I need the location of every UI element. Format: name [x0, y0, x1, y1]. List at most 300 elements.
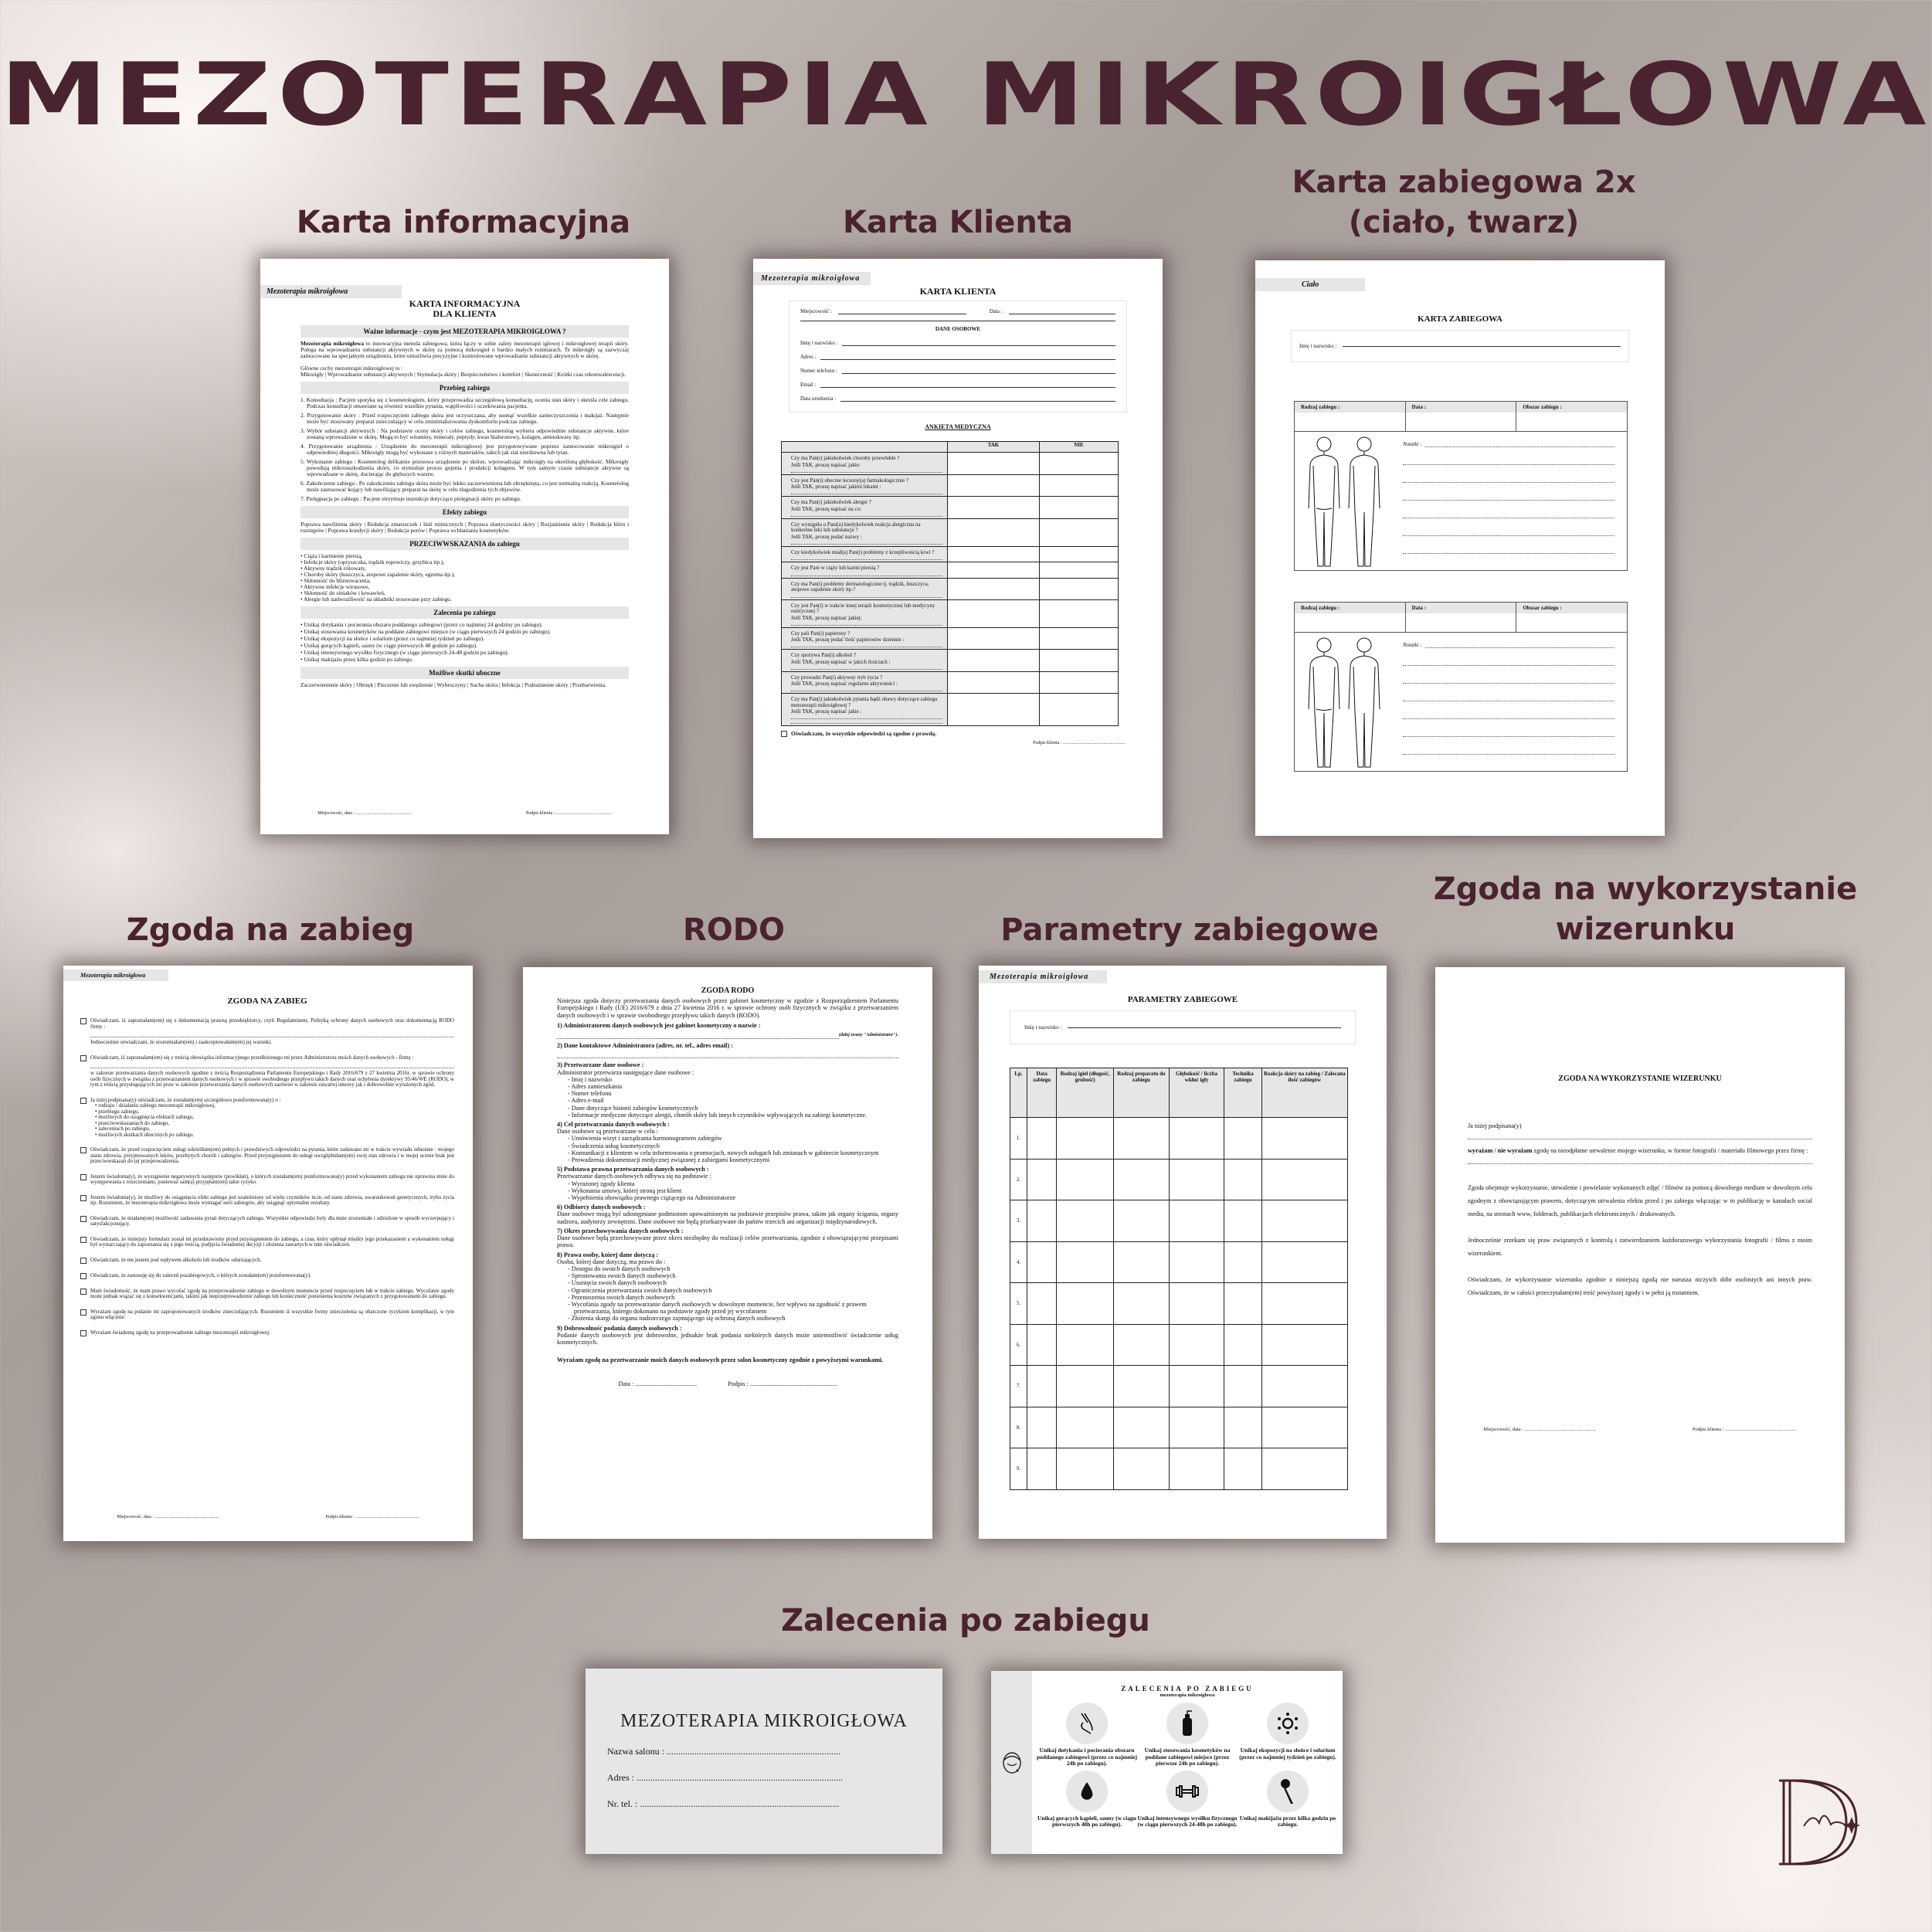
consent-item	[80, 1216, 454, 1227]
signed-label: Ja niżej podpisana(y)	[1468, 1122, 1522, 1129]
param-cell[interactable]	[1224, 1200, 1261, 1242]
step-item: 4. Przygotowanie urządzenia : Urządzenie do mezoterapii mikroigłowej jest przygotowywane poprzez zamocowanie mikroigieł o odpowiedniej długości. Mikroigły mogą być wykonane z różnych materiałów, takich jak stal nierdzewna lub tytan.	[300, 443, 629, 456]
row-number: 4.	[1010, 1241, 1027, 1283]
param-cell[interactable]	[1027, 1200, 1057, 1242]
survey-row	[782, 497, 1119, 519]
treatment-cell-date[interactable]	[1405, 402, 1516, 431]
name-line[interactable]	[1468, 1136, 1812, 1139]
consent-checkbox[interactable]	[80, 1309, 87, 1316]
answer-line[interactable]	[791, 644, 942, 647]
declaration-checkbox[interactable]	[781, 731, 787, 737]
question-sub: Jeśli TAK, proszę napisać jakiej:	[791, 614, 862, 621]
informed-item: • przebiegu zabiegu,	[95, 1108, 140, 1115]
consent-checkbox[interactable]	[80, 1055, 87, 1061]
consent-checkbox[interactable]	[80, 1273, 87, 1279]
card-field: Adres : .........................................................................................	[607, 1772, 843, 1783]
company-line[interactable]	[1468, 1161, 1812, 1164]
param-row	[1010, 1200, 1348, 1242]
rec-item: • Unikaj ekspozycji na słońce i solarium (przez co najmniej tydzień po zabiegu).	[300, 635, 484, 642]
param-cell[interactable]	[1057, 1283, 1114, 1325]
informed-item: • możliwych skutkach ubocznych po zabiegu.	[95, 1131, 195, 1138]
no-cell[interactable]	[1039, 474, 1118, 497]
consent-checkbox[interactable]	[80, 1174, 87, 1180]
cell-label: Data :	[1406, 402, 1516, 413]
param-cell[interactable]	[1113, 1448, 1169, 1490]
no-cell[interactable]	[1039, 518, 1118, 546]
contra-item: • Infekcje skóry (opryszczka, trądzik ropowiczy, grzybica itp.),	[300, 559, 445, 565]
answer-line[interactable]	[791, 470, 942, 473]
survey-question	[782, 474, 948, 497]
treatment-cell-area[interactable]	[1516, 603, 1627, 632]
answer-line[interactable]	[791, 721, 942, 724]
param-cell[interactable]	[1169, 1448, 1224, 1490]
param-cell[interactable]	[1057, 1200, 1114, 1242]
param-cell[interactable]	[1057, 1324, 1114, 1366]
no-cell[interactable]	[1039, 497, 1118, 519]
yes-cell[interactable]	[948, 650, 1040, 672]
survey-row	[782, 518, 1119, 546]
param-cell[interactable]	[1057, 1118, 1114, 1160]
param-cell[interactable]	[1113, 1324, 1169, 1366]
notes-line[interactable]	[1403, 681, 1615, 684]
param-cell[interactable]	[1169, 1407, 1224, 1448]
param-cell[interactable]	[1224, 1324, 1261, 1366]
recommendation-item	[1037, 1771, 1137, 1828]
question-sub: Jeśli TAK, proszę napisać jakimi lekami :	[791, 484, 881, 490]
yes-cell[interactable]	[948, 474, 1040, 497]
card-back-title: ZALECENIA PO ZABIEGU	[1121, 1685, 1254, 1693]
doc-wizerunek	[1435, 967, 1845, 1543]
body-figures-icon	[1302, 636, 1387, 771]
cell-label: Rodzaj zabiegu :	[1295, 603, 1405, 613]
field-label: Data urodzenia :	[800, 396, 837, 402]
no-cell[interactable]	[1039, 694, 1118, 726]
rodo-text: Dane osobowe są przetwarzane w celu :	[557, 1128, 658, 1136]
client-signature-field: Podpis klienta : ......................................................	[1033, 741, 1126, 745]
answer-line[interactable]	[791, 514, 942, 517]
param-cell[interactable]	[1057, 1366, 1114, 1407]
consent-checkbox[interactable]	[80, 1258, 87, 1264]
notes-line[interactable]	[1403, 734, 1615, 737]
signature-row	[1435, 1423, 1845, 1436]
rodo-list-item: - Ograniczenia przetwarzania swoich danych osobowych	[568, 1286, 712, 1294]
recommendation-item	[1238, 1771, 1338, 1828]
param-cell[interactable]	[1261, 1241, 1347, 1283]
param-cell[interactable]	[1113, 1200, 1169, 1242]
body-tag: Ciało	[1255, 278, 1365, 291]
param-cell[interactable]	[1224, 1366, 1261, 1407]
param-row	[1010, 1448, 1348, 1490]
yes-cell[interactable]	[948, 546, 1040, 562]
param-cell[interactable]	[1261, 1200, 1347, 1242]
param-row	[1010, 1241, 1348, 1283]
consent-text: Oświadczam, że niniejszy formularz został mi przedstawiony przed przystąpieniem do zabiegu, a czas, który upłynął między jego przekazaniem a wykonaniem usługi był wystarczający do zapoznania się z jego treścią, podjęcia świadomej decyzji i złożenia zawartych w nim oświadczeń.	[90, 1235, 454, 1248]
rodo-intro: Niniejsza zgoda dotyczy przetwarzania danych osobowych przez gabinet kosmetyczny w zgodzie z Rozporządzeniem Parlamentu Europejskiego i Rady (UE) 2016/679 z dnia 27 kwietnia 2016 r. w sprawie ochrony osób fizycznych w związku z przetwarzaniem danych osobowych i w sprawie swobodnego przepływu takich danych (RODO).	[557, 997, 898, 1019]
section-bar: Ważne informacje - czym jest MEZOTERAPIA MIKROIGŁOWA ?	[300, 325, 629, 338]
consent-checkbox[interactable]	[80, 1147, 87, 1153]
doc-tag: Mezoterapia mikroigłowa	[979, 970, 1107, 983]
personal-field	[800, 368, 1115, 374]
param-row	[1010, 1324, 1348, 1366]
section-title-zgoda-na-zabieg: Zgoda na zabieg	[126, 912, 415, 948]
yes-cell[interactable]	[948, 627, 1040, 650]
param-cell[interactable]	[1224, 1448, 1261, 1490]
rec-item: • Unikaj dotykania i pocierania obszaru poddanego zabiegowi (przez co najmniej 24 godziny po zabiegu).	[300, 621, 543, 628]
param-col-header: Rodzaj preparatu do zabiegu	[1113, 1068, 1169, 1118]
water-drop-icon	[1066, 1771, 1108, 1812]
signature-row	[557, 1380, 898, 1387]
rodo-text: Dane osobowe mogą być udostępniane podmiotom upoważnionym na podstawie przepisów prawa, takim jak organy ścigania, organy nadzoru, audytorzy zewnętrzni. Dane osobowe nie będą przekazywane do państw trzecich ani organizacji międzynarodowych.	[557, 1210, 898, 1225]
col-no: NIE	[1039, 442, 1118, 453]
consent-text: Oświadczam, że nie jestem pod wpływem alkoholu lub środków odurzających.	[90, 1256, 262, 1263]
doc-zgoda-na-zabieg	[63, 966, 473, 1541]
card-back-subtitle: mezoterapia mikroigłowa	[1160, 1693, 1215, 1698]
answer-line[interactable]	[791, 688, 942, 691]
notes-line[interactable]	[1425, 444, 1615, 447]
consent-content	[90, 1195, 454, 1207]
company-line[interactable]	[90, 1034, 454, 1037]
notes-line[interactable]	[1403, 551, 1615, 554]
param-cell[interactable]	[1261, 1407, 1347, 1448]
parameters-table	[1010, 1068, 1348, 1490]
yes-cell[interactable]	[948, 599, 1040, 627]
card-content	[1032, 1671, 1343, 1854]
question-text: Czy jest Pan(i) w trakcie innej terapii kosmetycznej lub medycyny estetycznej ?	[791, 602, 935, 614]
section-title-rodo: RODO	[682, 912, 785, 948]
param-cell[interactable]	[1261, 1366, 1347, 1407]
contra-item: • Ciąża i karmienie piersią,	[300, 552, 362, 559]
param-cell[interactable]	[1113, 1407, 1169, 1448]
field-line[interactable]	[842, 373, 1115, 374]
consent-content	[90, 1018, 454, 1046]
param-cell[interactable]	[1113, 1283, 1169, 1325]
treatment-cell-type[interactable]	[1295, 402, 1405, 431]
param-cell[interactable]	[1027, 1118, 1057, 1160]
recommendation-item	[1238, 1703, 1338, 1767]
consent-checkbox[interactable]	[80, 1289, 87, 1295]
question-sub: Jeśli TAK, proszę napisać jakie :	[791, 708, 862, 715]
param-cell[interactable]	[1224, 1159, 1261, 1200]
survey-row	[782, 474, 1119, 497]
param-cell[interactable]	[1027, 1283, 1057, 1325]
section-bar: Przebieg zabiegu	[300, 382, 629, 394]
treatment-cell-date[interactable]	[1405, 603, 1516, 632]
company-line[interactable]	[90, 1065, 454, 1068]
yes-cell[interactable]	[948, 562, 1040, 579]
treatment-cell-area[interactable]	[1516, 402, 1627, 431]
notes-row	[1403, 642, 1615, 648]
features-label: Główne cechy mezoterapii mikroigłowej to :	[300, 365, 403, 372]
consent-checkbox[interactable]	[80, 1195, 87, 1201]
dotted-line[interactable]	[557, 1036, 839, 1039]
consent-content	[90, 1147, 454, 1165]
paragraph-scope: Zgoda obejmuje wykorzystanie, utrwalenie i powielanie wykonanych zdjęć / filmów za pomocą dowolnego medium w dowolnym celu zgodnym z obowiązującym prawem, dotyczącym utrwalenia efektu przed i po zabiegu włączając w to publikację w kanałach social media, na stronach www, folderach, publikacjach elektronicznych / drukowanych.	[1468, 1184, 1812, 1217]
name-line[interactable]	[1343, 346, 1621, 347]
consent-checkbox[interactable]	[80, 1216, 87, 1222]
notes-line[interactable]	[1403, 480, 1615, 483]
doc-karta-informacyjna	[260, 259, 669, 834]
doc-rodo	[523, 967, 932, 1539]
signature-field: Podpis : .......................................................	[728, 1380, 837, 1388]
survey-row	[782, 599, 1119, 627]
rodo-list-item: - Adres e-mail	[568, 1097, 604, 1105]
param-cell[interactable]	[1169, 1241, 1224, 1283]
name-box	[1010, 1010, 1356, 1044]
param-cell[interactable]	[1261, 1283, 1347, 1325]
row-number: 8.	[1010, 1407, 1027, 1448]
param-cell[interactable]	[1113, 1366, 1169, 1407]
consent-text: Ja niżej podpisana(y) oświadczam, że zostałam(em) szczegółowo poinformowana(y) o :	[90, 1096, 281, 1103]
param-cell[interactable]	[1113, 1241, 1169, 1283]
param-cell[interactable]	[1169, 1366, 1224, 1407]
rodo-list-item: - Przenoszenia swoich danych osobowych	[568, 1293, 675, 1301]
row-number: 7.	[1010, 1366, 1027, 1407]
param-cell[interactable]	[1224, 1283, 1261, 1325]
yes-cell[interactable]	[948, 453, 1040, 475]
survey-row	[782, 562, 1119, 579]
consent-checkbox[interactable]	[80, 1098, 87, 1104]
admin-line[interactable]	[557, 1032, 898, 1039]
treatment-block	[1294, 401, 1628, 571]
answer-line[interactable]	[791, 716, 942, 719]
admin-note: (dalej zwany "Administrator").	[838, 1033, 898, 1038]
row-number: 6.	[1010, 1324, 1027, 1366]
param-cell[interactable]	[1261, 1118, 1347, 1160]
paragraph-waiver: Jednocześnie zrzekam się praw związanych z kontrolą i zatwierdzaniem każdorazowego wykorzystania fotografii / filmu z moim wizerunkiem.	[1468, 1237, 1812, 1257]
choice-text[interactable]: wyrażam / nie wyrażam	[1468, 1147, 1533, 1154]
yes-cell[interactable]	[948, 578, 1040, 599]
consent-item	[80, 1258, 454, 1264]
param-cell[interactable]	[1224, 1241, 1261, 1283]
treatment-body	[1295, 632, 1627, 771]
rodo-consent: Wyrażam zgodę na przetwarzanie moich danych osobowych przez salon kosmetyczny zgodnie z powyższymi warunkami.	[557, 1356, 884, 1364]
section-bar: Efekty zabiegu	[300, 506, 629, 518]
question-text: Czy pali Pan(i) papierosy ?	[791, 630, 851, 637]
recommendation-text: Unikaj makijażu przez kilka godzin po zabiegu.	[1239, 1814, 1336, 1828]
informed-item: • przeciwwskazaniach do zabiegu,	[95, 1119, 170, 1126]
rodo-list-item: - Wykonania umowy, której stroną jest klient	[568, 1187, 682, 1194]
yes-cell[interactable]	[948, 518, 1040, 546]
answer-line[interactable]	[791, 491, 942, 494]
answer-line[interactable]	[791, 623, 942, 626]
consent-checkbox[interactable]	[80, 1237, 87, 1243]
consent-text: Oświadczam, iż zapoznałam(em) się z treścią obowiązku informacyjnego przedłożonego mi przez Administratora moich danych osobowych - firmę :	[90, 1054, 414, 1061]
consent-content	[90, 1273, 454, 1279]
param-col-header: Reakcja skóry na zabieg / Zalecana ilość zabiegów	[1261, 1068, 1347, 1118]
doc-subheading: DLA KLIENTA	[433, 308, 497, 319]
no-cell[interactable]	[1039, 562, 1118, 579]
step-item: 2. Przygotowanie skóry : Przed rozpoczęciem zabiegu skóra jest oczyszczana, aby usunąć wszelkie zanieczyszczenia i makijaż. Następnie może być stosowany preparat znieczulający w celu zminimalizowania dyskomfortu podczas zabiegu.	[300, 412, 629, 425]
personal-heading: DANE OSOBOWE	[800, 321, 1115, 332]
row-number: 5.	[1010, 1283, 1027, 1325]
notes-label: Notatki :	[1403, 441, 1422, 447]
param-cell[interactable]	[1027, 1241, 1057, 1283]
yes-cell[interactable]	[948, 497, 1040, 519]
field-line[interactable]	[840, 401, 1115, 402]
question-text: Czy prowadzi Pan(i) aktywny tryb życia ?	[791, 674, 883, 681]
param-cell[interactable]	[1027, 1448, 1057, 1490]
param-cell[interactable]	[1169, 1283, 1224, 1325]
rodo-heading: 4) Cel przetwarzania danych osobowych :	[557, 1121, 670, 1129]
no-cell[interactable]	[1039, 650, 1118, 672]
consent-text: Mam świadomość, że mam prawo wycofać zgodę na przeprowadzenie zabiegu w dowolnym momencie przed rozpoczęciem lub w trakcie zabiegu. Wycofanie zgody może jednak wiązać się z konsekwencjami, takimi jak nieprzeprowadzenie zabiegu lub konieczność poniesienia kosztów związanych z przygotowaniem do zabiegu.	[90, 1287, 454, 1299]
survey-row	[782, 453, 1119, 475]
notes-area	[1387, 636, 1627, 771]
param-cell[interactable]	[1027, 1366, 1057, 1407]
notes-line[interactable]	[1425, 645, 1615, 648]
card-title: MEZOTERAPIA MIKROIGŁOWA	[620, 1711, 908, 1731]
name-label: Imię i nazwisko :	[1024, 1024, 1062, 1031]
rec-item: • Unikaj makijażu przez kilka godzin po zabiegu.	[300, 656, 413, 663]
notes-line[interactable]	[1403, 663, 1615, 666]
name-line[interactable]	[1068, 1027, 1341, 1028]
notes-line[interactable]	[1403, 497, 1615, 501]
yes-cell[interactable]	[948, 671, 1040, 694]
brand-logo-icon	[1773, 1777, 1862, 1869]
survey-question	[782, 562, 948, 579]
recommendation-text: Unikaj stosowania kosmetyków na poddane zabiegowi miejsce (przez pierwsze 24h po zabiegu).	[1144, 1747, 1231, 1767]
param-row	[1010, 1283, 1348, 1325]
contra-item: • Skłonność do bliznowacenia,	[300, 577, 371, 584]
declaration-text: Oświadczam, że wszystkie odpowiedzi są zgodne z prawdą.	[791, 730, 937, 737]
consent-item	[80, 1147, 454, 1165]
question-text: Czy spożywa Pan(i) alkohol ?	[791, 652, 856, 658]
main-title: MEZOTERAPIA MIKROIGŁOWA	[0, 45, 1932, 145]
field-line[interactable]	[820, 359, 1115, 360]
param-cell[interactable]	[1057, 1241, 1114, 1283]
param-cell[interactable]	[1027, 1324, 1057, 1366]
param-cell[interactable]	[1261, 1324, 1347, 1366]
param-cell[interactable]	[1057, 1407, 1114, 1448]
consent-text: Jestem świadoma(y), że możliwy do osiągnięcia efekt zabiegu jest uzależniony od wielu czynników m.in. od stanu zdrowia, uwarunkowań genetycznych, trybu życia itp. Rozumiem, że mezoterapia mikroigłowa może wymagać serii zabiegów, aby osiągnąć optymalne rezultaty.	[90, 1193, 454, 1206]
step-item: 1. Konsultacja : Pacjent spotyka się z kosmetologiem, który przeprowadza szczegółową konsultację, ocenia stan skóry i określa cele zabiegu. Podczas konsultacji omawiane są również wszelkie pytania, wątpliwości i oczekiwania pacjenta.	[300, 396, 629, 409]
rodo-list-item: - Adres zamieszkania	[568, 1083, 623, 1091]
no-cell[interactable]	[1039, 599, 1118, 627]
no-cell[interactable]	[1039, 671, 1118, 694]
param-cell[interactable]	[1224, 1118, 1261, 1160]
name-label: Imię i nazwisko :	[1299, 343, 1337, 349]
rodo-list-item: - Sprostowania swoich danych osobowych	[568, 1272, 676, 1280]
consent-item	[80, 1289, 454, 1300]
effects-text: Poprawa nawilżenia skóry | Redukcja zmarszczek i linii mimicznych | Poprawa elastyczności skóry | Rozjaśnienie skóry | Redukcja blizn i rozstępów | Poprawa kondycji skóry | Redukcja porów | Poprawa wchłaniania kosmetyków.	[300, 521, 629, 534]
treatment-head	[1295, 402, 1627, 431]
yes-cell[interactable]	[948, 694, 1040, 726]
answer-line[interactable]	[791, 573, 942, 576]
step-item: 6. Zakończenie zabiegu : Po zakończeniu zabiegu skóra może być lekko zaczerwieniona lub obrzęknięta, co jest normalną reakcją. Kosmetolog może zastosować kojący lub nawilżający preparat na skórę w celu złagodzenia tych objawów.	[300, 480, 629, 493]
notes-line[interactable]	[1403, 716, 1615, 719]
no-cell[interactable]	[1039, 627, 1118, 650]
field-line[interactable]	[842, 345, 1115, 346]
section-title-zalecenia: Zalecenia po zabiegu	[781, 1603, 1150, 1638]
param-cell[interactable]	[1027, 1407, 1057, 1448]
notes-line[interactable]	[1403, 752, 1615, 755]
question-sub: Jeśli TAK, proszę napisać na co:	[791, 505, 862, 512]
signature-row	[260, 811, 669, 816]
param-cell[interactable]	[1169, 1200, 1224, 1242]
consent-checkbox[interactable]	[80, 1018, 87, 1024]
param-cell[interactable]	[1113, 1159, 1169, 1200]
no-cell[interactable]	[1039, 546, 1118, 562]
survey-question	[782, 578, 948, 599]
rodo-heading: 1) Administratorem danych osobowych jest gabinet kosmetyczny o nazwie :	[557, 1021, 761, 1029]
place-label: Miejscowość :	[800, 308, 832, 314]
rec-item: • Unikaj gorących kąpieli, sauny (w ciągu pierwszych 48 godzin po zabiegu).	[300, 642, 477, 649]
param-cell[interactable]	[1057, 1448, 1114, 1490]
question-text: Czy kiedykolwiek miał(a) Pan(i) problemy z krzepliwością krwi ?	[791, 548, 935, 555]
consent-item	[80, 1330, 454, 1336]
contra-item: • Choroby skóry (łuszczyca, atopowe zapalenie skóry, egzema itp.),	[300, 571, 455, 578]
param-cell[interactable]	[1113, 1118, 1169, 1160]
answer-line[interactable]	[791, 557, 942, 560]
notes-line[interactable]	[1403, 698, 1615, 701]
col-yes: TAK	[948, 442, 1040, 453]
notes-line[interactable]	[1403, 533, 1615, 536]
survey-question	[782, 627, 948, 650]
param-cell[interactable]	[1027, 1159, 1057, 1200]
personal-field	[800, 396, 1115, 402]
rodo-list-item: - Dostępu do swoich danych osobowych	[568, 1265, 671, 1272]
field-line[interactable]	[820, 387, 1115, 388]
param-cell[interactable]	[1169, 1118, 1224, 1160]
treatment-block	[1294, 602, 1628, 772]
survey-row	[782, 671, 1119, 694]
client-signature-field: Podpis klienta : .........................................................	[1692, 1427, 1797, 1432]
no-cell[interactable]	[1039, 578, 1118, 599]
param-col-header: Technika zabiegu	[1224, 1068, 1261, 1118]
param-cell[interactable]	[1224, 1407, 1261, 1448]
recommendation-text: Unikaj gorących kąpieli, sauny (w ciągu pierwszych 48h po zabiegu).	[1037, 1814, 1136, 1828]
step-item: 5. Wykonanie zabiegu : Kosmetolog delikatnie przesuwa urządzenie po skórze, wprowadzając mikroigły na określoną głębokość. Mikroigły powodują mikrouszkodzenia skóry, co stymuluje proces gojenia i produkcji kolagenu. W tym samym czasie substancje aktywne są wprowadzane w skórę, docierając do głębszych warstw.	[300, 458, 629, 477]
answer-line[interactable]	[791, 542, 942, 545]
no-cell[interactable]	[1039, 453, 1118, 475]
notes-line[interactable]	[1403, 515, 1615, 518]
accept-text: Jednocześnie oświadczam, że zrozumiałam(em) i zaakceptowałam(em) jej warunki.	[90, 1039, 272, 1045]
cell-label: Obszar zabiegu :	[1516, 603, 1627, 613]
rodo-heading: 8) Prawa osoby, której dane dotyczą :	[557, 1251, 659, 1258]
answer-line[interactable]	[791, 667, 942, 670]
param-cell[interactable]	[1057, 1159, 1114, 1200]
face-icon	[1000, 1750, 1024, 1776]
consent-checkbox[interactable]	[80, 1330, 87, 1336]
treatment-cell-type[interactable]	[1295, 603, 1405, 632]
contact-line[interactable]	[557, 1055, 898, 1058]
card-side-strip	[991, 1671, 1032, 1854]
section-bar: Zalecenia po zabiegu	[300, 606, 629, 619]
treatment-head	[1295, 603, 1627, 632]
notes-label: Notatki :	[1403, 642, 1422, 648]
rodo-list-item: - Umówienia wizyt i zarządzania harmonogramem zabiegów	[568, 1135, 722, 1143]
rodo-list-item: - Wypełnienia obowiązku prawnego ciążącego na Administratorze	[568, 1194, 736, 1202]
rodo-list-item: - Usunięcia swoich danych osobowych	[568, 1279, 667, 1287]
doc-heading: KARTA KLIENTA	[919, 286, 997, 297]
cell-label: Obszar zabiegu :	[1516, 402, 1627, 413]
survey-row	[782, 650, 1119, 672]
section-title-karta-informacyjna: Karta informacyjna	[296, 205, 631, 240]
section-title-karta-klienta: Karta Klienta	[843, 205, 1073, 240]
param-cell[interactable]	[1261, 1448, 1347, 1490]
notes-line[interactable]	[1403, 462, 1615, 465]
card-field: Nazwa salonu : ...........................................................................	[607, 1746, 840, 1757]
doc-heading: ZGODA NA WYKORZYSTANIE WIZERUNKU	[1558, 1075, 1722, 1083]
param-cell[interactable]	[1261, 1159, 1347, 1200]
consent-item	[80, 1273, 454, 1279]
param-cell[interactable]	[1169, 1324, 1224, 1366]
question-text: Czy ma Pan(i) jakiekolwiek choroby przewlekłe ?	[791, 455, 900, 461]
answer-line[interactable]	[791, 595, 942, 598]
question-sub: Jeśli TAK, proszę podać nazwy :	[791, 533, 862, 540]
field-label: Email :	[800, 382, 817, 388]
param-cell[interactable]	[1169, 1159, 1224, 1200]
